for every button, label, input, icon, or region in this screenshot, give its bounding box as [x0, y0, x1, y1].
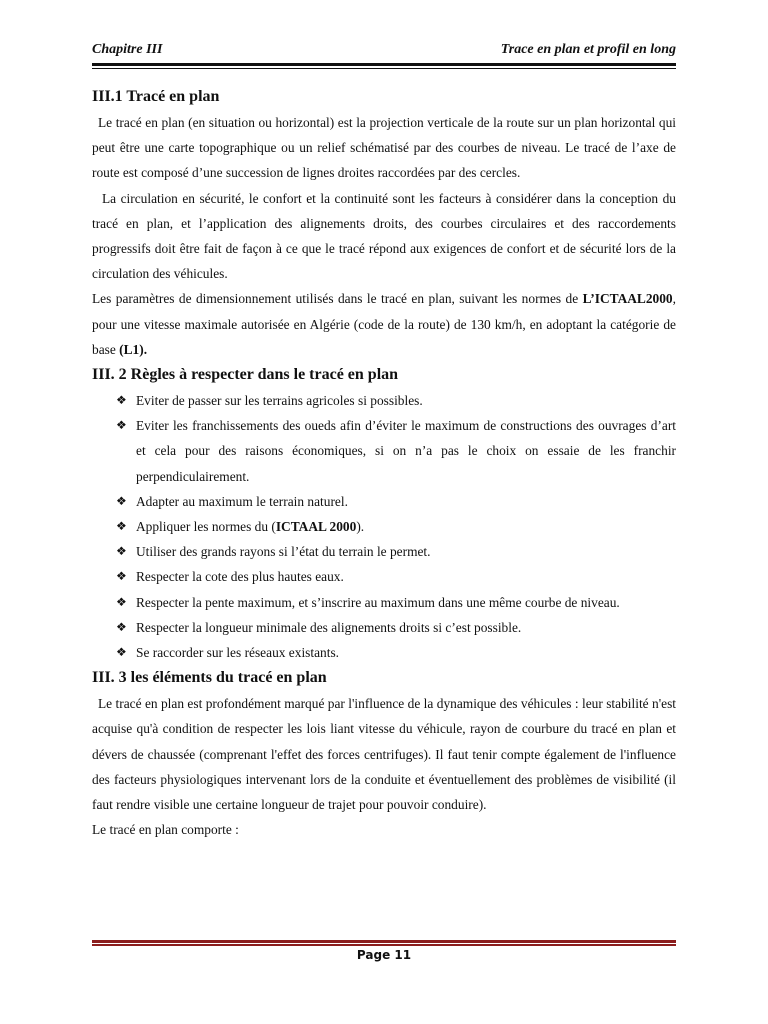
section-heading-2: III. 2 Règles à respecter dans le tracé en plan	[92, 366, 399, 384]
section-heading-1: III.1 Tracé en plan	[92, 88, 220, 105]
diamond-bullet-icon: ❖	[116, 418, 127, 433]
rules-list	[92, 388, 676, 665]
list-item: ❖ Respecter la longueur minimale des alignements droits si c’est possible.	[116, 615, 676, 640]
paragraph-4: Le tracé en plan est profondément marqué par l'influence de la dynamique des véhicules : leur stabilité n'est acquise qu'à condition de respecter les lois liant vitesse du véhicule, rayon de courbure du tracé en plan et dévers de chaussée (comprenant l'effet des forces centrifuges). Il faut tenir compte également de l'influence des facteurs physiologiques intervenant lors de la conduite et éventuellement des problèmes de visibilité (il faut rendre visible une certaine longueur de trajet pour pouvoir conduire).	[92, 696, 676, 813]
list-item: ❖ Eviter les franchissements des oueds afin d’éviter le maximum de constructions des ouvrages d’art et cela pour des raisons économiques, si on n’a pas le choix on essaie de les franchir perpendiculairement.	[116, 413, 676, 489]
diamond-bullet-icon: ❖	[116, 619, 127, 634]
diamond-bullet-icon: ❖	[116, 569, 127, 584]
list-item: ❖ Adapter au maximum le terrain naturel.	[116, 489, 676, 514]
section-heading-3: III. 3 les éléments du tracé en plan	[92, 669, 327, 687]
list-item: ❖ Respecter la cote des plus hautes eaux.	[116, 564, 676, 589]
page-content	[92, 84, 676, 842]
list-item: ❖ Appliquer les normes du (ICTAAL 2000).	[116, 514, 676, 539]
category-reference: (L1).	[119, 341, 148, 357]
list-item: ❖ Utiliser des grands rayons si l’état du terrain le permet.	[116, 539, 676, 564]
diamond-bullet-icon: ❖	[116, 393, 127, 408]
page-header	[92, 42, 676, 58]
paragraph-5: Le tracé en plan comporte :	[92, 822, 239, 838]
diamond-bullet-icon: ❖	[116, 519, 127, 534]
diamond-bullet-icon: ❖	[116, 594, 127, 609]
diamond-bullet-icon: ❖	[116, 645, 127, 660]
paragraph-2: La circulation en sécurité, le confort et la continuité sont les facteurs à considérer dans la conception du tracé en plan, et l’application des alignements droits, des courbes circulaires et des raccordements progressifs doit être fait de façon à ce que le tracé répond aux exigences de confort et de sécurité lors de la circulation des véhicules.	[92, 190, 676, 282]
header-rule	[92, 63, 676, 69]
page-number: Page 11	[356, 948, 412, 962]
footer-rule	[92, 940, 676, 946]
chapter-label: Chapitre III	[92, 42, 163, 57]
list-item: ❖ Respecter la pente maximum, et s’inscrire au maximum dans une même courbe de niveau.	[116, 590, 676, 615]
paragraph-3: Les paramètres de dimensionnement utilisés dans le tracé en plan, suivant les normes de L’ICTAAL2000, pour une vitesse maximale autorisée en Algérie (code de la route) de 130 km/h, en adoptant la catégorie de base (L1).	[92, 291, 676, 357]
paragraph-1: Le tracé en plan (en situation ou horizontal) est la projection verticale de la route sur un plan horizontal qui peut être une carte topographique ou un relief schématisé par des courbes de niveau. Le tracé de l’axe de route est composé d’une succession de lignes droites raccordées par des cercles.	[92, 115, 676, 181]
diamond-bullet-icon: ❖	[116, 544, 127, 559]
chapter-title: Trace en plan et profil en long	[500, 42, 676, 57]
list-item: ❖ Eviter de passer sur les terrains agricoles si possibles.	[116, 388, 676, 413]
list-item: ❖ Se raccorder sur les réseaux existants.	[116, 640, 676, 665]
diamond-bullet-icon: ❖	[116, 493, 127, 508]
norm-reference: L’ICTAAL2000	[582, 291, 673, 307]
